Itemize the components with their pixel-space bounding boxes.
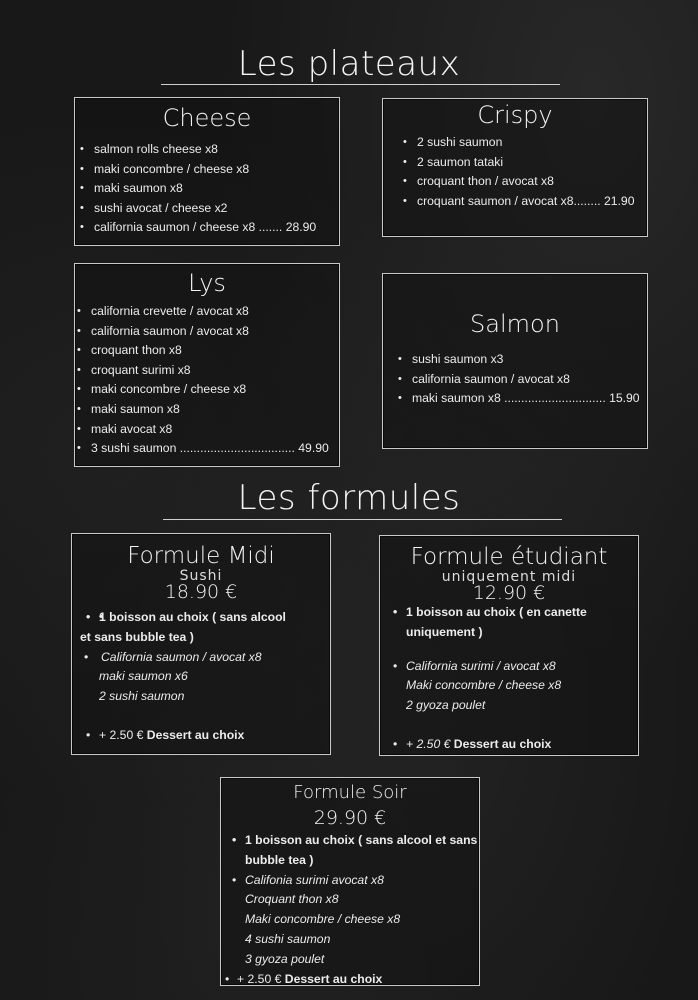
dish-line: 2 gyoza poulet xyxy=(406,698,486,713)
dessert-price: + 2.50 € xyxy=(99,727,144,742)
drink-line: bubble tea ) xyxy=(245,852,314,867)
list-item: • california crevette / avocat x8 xyxy=(72,302,339,322)
dish-line: 3 gyoza poulet xyxy=(245,951,325,966)
dessert-label: Dessert au choix xyxy=(284,971,383,986)
formule-midi-card: Formule Midi Sushi 18.90 € • • 1 boisson au choix ( sans alcool et sans bubble tea ) • California saumon / avocat x8 maki saumon x6 2 sushi saumon • + 2.50 € Dessert au choix xyxy=(71,533,331,755)
list-item: • sushi avocat / cheese x2 xyxy=(75,199,339,219)
list-item: • maki saumon x8 .............................. 15.90 xyxy=(393,389,647,409)
plateau-cheese-card xyxy=(74,97,340,246)
dish-line: Croquant thon x8 xyxy=(245,892,339,907)
list-item: • croquant thon / avocat x8 xyxy=(398,172,647,192)
formule-price: 12.90 € xyxy=(472,582,546,604)
formule-title: Formule Midi xyxy=(127,543,275,569)
formule-title: Formule Soir xyxy=(293,782,407,803)
list-item: • croquant surimi x8 xyxy=(72,361,339,381)
plateau-title: Salmon xyxy=(470,310,560,338)
dish-line: California surimi / avocat x8 xyxy=(406,658,556,673)
dish-line: California saumon / avocat x8 xyxy=(101,649,262,664)
formule-subtitle: uniquement midi xyxy=(441,569,577,585)
plateau-title: Lys xyxy=(188,269,226,297)
list-item: • 3 sushi saumon .................................. 49.90 xyxy=(72,439,339,459)
list-item: • california saumon / avocat x8 xyxy=(393,370,647,390)
list-item: • maki saumon x8 xyxy=(75,179,339,199)
dish-line: 4 sushi saumon xyxy=(245,931,331,946)
dish-line: 2 sushi saumon xyxy=(99,689,185,704)
drink-line: et sans bubble tea ) xyxy=(80,629,194,644)
plateau-salmon-card xyxy=(382,273,648,449)
section-title-plateaux: Les plateaux xyxy=(237,44,461,84)
drink-line: 1 boisson au choix ( sans alcool et sans xyxy=(245,833,478,847)
plateau-title: Cheese xyxy=(162,104,252,132)
divider-plateaux xyxy=(161,84,560,85)
dish-line: Califonia surimi avocat x8 xyxy=(245,872,384,887)
list-item: • croquant saumon / avocat x8........ 21.90 xyxy=(398,192,647,212)
divider-formules xyxy=(163,519,562,520)
list-item: • 2 saumon tataki xyxy=(398,153,647,173)
formule-title: Formule étudiant xyxy=(410,544,608,570)
formule-price: 18.90 € xyxy=(164,581,238,603)
dessert-price: + 2.50 € xyxy=(406,736,451,751)
drink-line: uniquement ) xyxy=(406,624,483,639)
list-item: • salmon rolls cheese x8 xyxy=(75,140,339,160)
dessert-label: Dessert au choix xyxy=(146,727,245,742)
list-item: • california saumon / avocat x8 xyxy=(72,322,339,342)
plateau-lys-card xyxy=(74,263,340,467)
dish-line: Maki concombre / cheese x8 xyxy=(406,678,562,693)
drink-line: 1 boisson au choix ( sans alcool xyxy=(99,610,286,624)
dessert-label: Dessert au choix xyxy=(453,736,552,751)
list-item: • sushi saumon x3 xyxy=(393,350,647,370)
list-item: • maki avocat x8 xyxy=(72,420,339,440)
dessert-price: + 2.50 € xyxy=(237,971,282,986)
plateau-crispy-card xyxy=(382,98,648,237)
formule-subtitle: Sushi xyxy=(179,568,223,584)
list-item: • 2 sushi saumon xyxy=(398,133,647,153)
formule-price: 29.90 € xyxy=(313,807,387,829)
plateau-title: Crispy xyxy=(477,101,553,129)
drink-line: 1 boisson au choix ( en canette xyxy=(406,605,587,619)
list-item: • maki concombre / cheese x8 xyxy=(72,380,339,400)
list-item: • maki saumon x8 xyxy=(72,400,339,420)
formule-soir-card: Formule Soir 29.90 € • 1 boisson au choix ( sans alcool et sans bubble tea ) • Califonia surimi avocat x8 Croquant thon x8 Maki concombre / cheese x8 4 sushi saumon 3 gyoza poulet • + 2.50 € Dessert au choix xyxy=(220,777,480,986)
section-title-formules: Les formules xyxy=(237,478,461,518)
formule-etudiant-card: Formule étudiant uniquement midi 12.90 € • 1 boisson au choix ( en canette uniquement ) • California surimi / avocat x8 Maki concombre / cheese x8 2 gyoza poulet • + 2.50 € Dessert au choix xyxy=(379,535,639,756)
dish-line: Maki concombre / cheese x8 xyxy=(245,912,401,927)
list-item: • maki concombre / cheese x8 xyxy=(75,160,339,180)
dish-line: maki saumon x6 xyxy=(99,669,188,684)
list-item: • croquant thon x8 xyxy=(72,341,339,361)
list-item: • california saumon / cheese x8 ....... 28.90 xyxy=(75,218,339,238)
